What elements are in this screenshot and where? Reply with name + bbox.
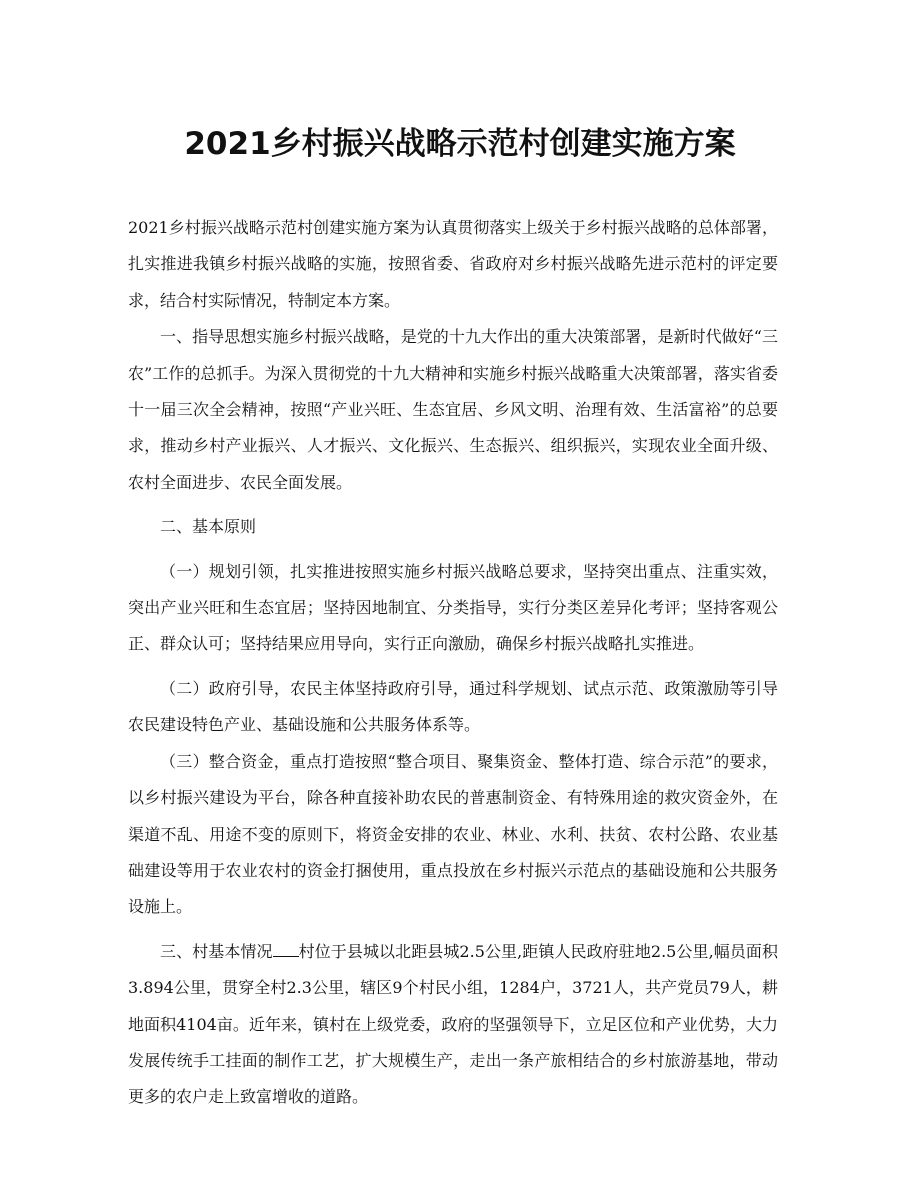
intro-paragraph: 2021乡村振兴战略示范村创建实施方案为认真贯彻落实上级关于乡村振兴战略的总体部署，扎实推进我镇乡村振兴战略的实施，按照省委、省政府对乡村振兴战略先进示范村的评定要求，结合村实际情况，特制定本方案。: [128, 218, 778, 310]
principle-three-paragraph: （三）整合资金，重点打造按照“整合项目、聚集资金、整体打造、综合示范”的要求，以乡村振兴建设为平台，除各种直接补助农民的普惠制资金、有特殊用途的救灾资金外，在渠道不乱、用途不变的原则下，将资金安排的农业、林业、水利、扶贫、农村公路、农业基础建设等用于农业农村的资金打捆使用，重点投放在乡村振兴示范点的基础设施和公共服务设施上。: [128, 751, 778, 917]
guiding-ideology-paragraph: 一、指导思想实施乡村振兴战略，是党的十九大作出的重大决策部署，是新时代做好“三农”工作的总抓手。为深入贯彻党的十九大精神和实施乡村振兴战略重大决策部署，落实省委十一届三次全会精神，按照“产业兴旺、生态宜居、乡风文明、治理有效、生活富裕”的总要求，推动乡村产业振兴、人才振兴、文化振兴、生态振兴、组织振兴，实现农业全面升级、农村全面进步、农民全面发展。: [128, 327, 778, 492]
blank-underline: [273, 942, 299, 957]
village-situation-text: 村位于县城以北距县城2.5公里,距镇人民政府驻地2.5公里,幅员面积3.894公里，贯穿全村2.3公里，辖区9个村民小组，1284户，3721人，共产党员79人，耕地面积4104亩。近年来，镇村在上级党委，政府的坚强领导下，立足区位和产业优势，大力发展传统手工挂面的制作工艺，扩大规模生产，走出一条产旅相结合的乡村旅游基地，带动更多的农户走上致富增收的道路。: [128, 941, 778, 1107]
principle-two-paragraph: （二）政府引导，农民主体坚持政府引导，通过科学规划、试点示范、政策激励等引导农民建设特色产业、基础设施和公共服务体系等。: [128, 678, 778, 735]
village-situation-paragraph: [128, 934, 778, 1116]
basic-principles-heading: 二、基本原则: [160, 517, 257, 537]
principle-one-paragraph: （一）规划引领，扎实推进按照实施乡村振兴战略总要求，坚持突出重点、注重实效，突出产业兴旺和生态宜居；坚持因地制宜、分类指导，实行分类区差异化考评；坚持客观公正、群众认可；坚持结果应用导向，实行正向激励，确保乡村振兴战略扎实推进。: [128, 561, 778, 654]
document-title: 2021乡村振兴战略示范村创建实施方案: [184, 126, 736, 162]
document-body: [128, 210, 778, 1116]
village-situation-heading: 三、村基本情况: [160, 941, 273, 961]
